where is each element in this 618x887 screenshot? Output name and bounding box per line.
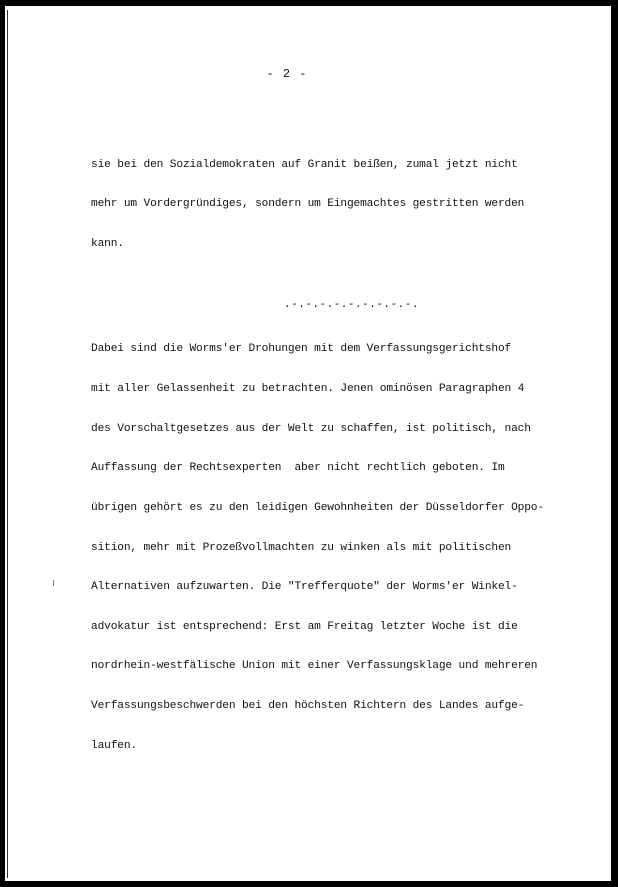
text-line: Dabei sind die Worms'er Drohungen mit dem Verfassungsgerichtshof: [91, 343, 512, 356]
text-line: Auffassung der Rechtsexperten aber nicht rechtlich geboten. Im: [91, 462, 505, 475]
text-line: advokatur ist entsprechend: Erst am Freitag letzter Woche ist die: [91, 620, 518, 633]
text-line: laufen.: [91, 739, 137, 752]
text-line: Alternativen aufzuwarten. Die "Trefferquote" der Worms'er Winkel-: [91, 581, 518, 594]
scan-speck: [53, 580, 54, 586]
paragraph-1: [91, 132, 581, 277]
text-line: kann.: [91, 238, 124, 251]
text-line: mehr um Vordergründiges, sondern um Eingemachtes gestritten werden: [91, 198, 525, 211]
page-number: - 2 -: [266, 67, 308, 81]
end-of-article-mark: .-.-.-.-.-.-.-.-.-.: [284, 299, 419, 311]
text-line: sie bei den Sozialdemokraten auf Granit beißen, zumal jetzt nicht: [91, 158, 518, 171]
text-line: nordrhein-westfälische Union mit einer Verfassungsklage und mehreren: [91, 660, 538, 673]
text-line: des Vorschaltgesetzes aus der Welt zu schaffen, ist politisch, nach: [91, 422, 531, 435]
text-line: mit aller Gelassenheit zu betrachten. Jenen ominösen Paragraphen 4: [91, 383, 525, 396]
text-line: Verfassungsbeschwerden bei den höchsten Richtern des Landes aufge-: [91, 699, 525, 712]
text-line: sition, mehr mit Prozeßvollmachten zu winken als mit politischen: [91, 541, 512, 554]
document-body: [91, 106, 581, 792]
scan-edge-line: [7, 10, 8, 878]
paragraph-2: [91, 317, 581, 779]
text-line: übrigen gehört es zu den leidigen Gewohnheiten der Düsseldorfer Oppo-: [91, 501, 544, 514]
